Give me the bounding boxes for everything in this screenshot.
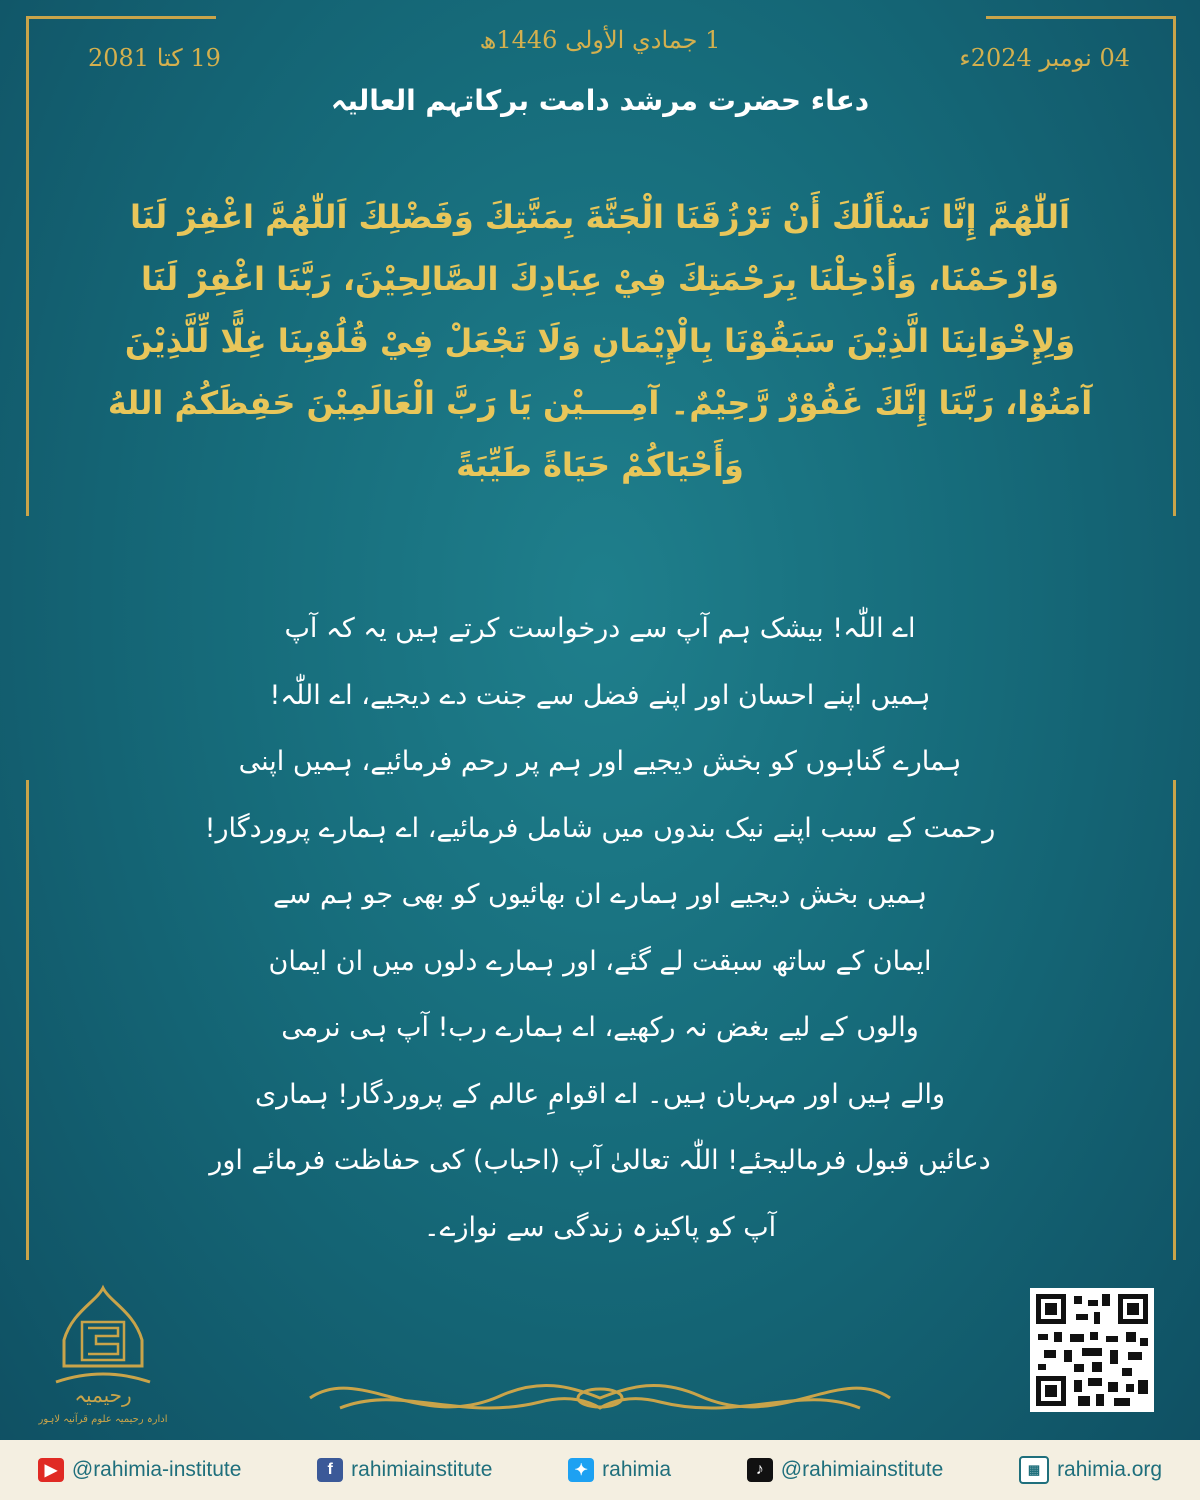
twitter-handle: rahimia bbox=[602, 1458, 672, 1481]
urdu-line: اے اللّٰہ! بیشک ہم آپ سے درخواست کرتے ہیں یہ کہ آپ bbox=[284, 613, 916, 644]
qr-code[interactable] bbox=[1030, 1288, 1154, 1412]
facebook-icon: f bbox=[317, 1458, 343, 1482]
urdu-line: ہمیں بخش دیجیے اور ہمارے ان بھائیوں کو بھی جو ہم سے bbox=[272, 879, 928, 910]
svg-text:رحیمیہ: رحیمیہ bbox=[74, 1383, 132, 1407]
tiktok-link[interactable] bbox=[747, 1458, 944, 1482]
urdu-translation bbox=[150, 596, 1050, 1261]
twitter-link[interactable] bbox=[568, 1458, 671, 1482]
frame-top-left bbox=[26, 16, 216, 19]
tiktok-handle: @rahimiainstitute bbox=[780, 1458, 944, 1481]
website-link[interactable] bbox=[1019, 1456, 1162, 1484]
urdu-line: ایمان کے ساتھ سبقت لے گئے، اور ہمارے دلوں میں ان ایمان bbox=[268, 945, 932, 977]
urdu-line: ہمیں اپنے احسان اور اپنے فضل سے جنت دے دیجیے، اے اللّٰہ! bbox=[269, 679, 931, 711]
hijri-date: 1 جمادي الأولى 1446ھ bbox=[479, 26, 721, 54]
urdu-line: والوں کے لیے بغض نہ رکھیے، اے ہمارے رب! آپ ہی نرمی bbox=[281, 1012, 919, 1043]
website-url: rahimia.org bbox=[1057, 1458, 1163, 1481]
social-footer bbox=[0, 1440, 1200, 1500]
frame-top-right bbox=[986, 16, 1176, 19]
facebook-link[interactable] bbox=[317, 1458, 492, 1482]
facebook-handle: rahimiainstitute bbox=[351, 1458, 493, 1481]
urdu-line: والے ہیں اور مہربان ہیں۔ اے اقوامِ عالم کے پروردگار! ہماری bbox=[255, 1078, 945, 1110]
urdu-line: آپ کو پاکیزہ زندگی سے نوازے۔ bbox=[423, 1211, 777, 1243]
tiktok-icon: ♪ bbox=[747, 1458, 773, 1482]
qr-mini-icon: ▦ bbox=[1019, 1456, 1049, 1484]
youtube-handle: @rahimia-institute bbox=[71, 1458, 242, 1481]
dome-emblem-icon bbox=[38, 1282, 168, 1412]
frame-right-bottom bbox=[1173, 780, 1176, 1260]
bikrami-date: 19 کتا 2081 bbox=[88, 44, 221, 72]
arabic-dua: اَللّٰهُمَّ إِنَّا نَسْأَلُكَ أَنْ تَرْزُقَنَا الْجَنَّةَ بِمَنَّتِكَ وَفَضْلِكَ اَللّٰهُمَّ اغْفِرْ لَنَا وَارْحَمْنَا، وَأَدْخِلْنَا بِرَحْمَتِكَ فِيْ عِبَادِكَ الصَّالِحِيْنَ، رَبَّنَا اغْفِرْ لَنَا وَلِإِخْوَانِنَا الَّذِيْنَ سَبَقُوْنَا بِالْإِيْمَانِ وَلَا تَجْعَلْ فِيْ قُلُوْبِنَا غِلًّا لِّلَّذِيْنَ آمَنُوْا، رَبَّنَا إِنَّكَ غَفُوْرٌ رَّحِيْمٌ۔ آمِــــيْن يَا رَبَّ الْعَالَمِيْنَ حَفِظَكُمُ اللهُ وَأَحْيَاكُمْ حَيَاةً طَيِّبَةً bbox=[107, 198, 1093, 484]
urdu-line: دعائیں قبول فرمالیجئے! اللّٰہ تعالیٰ آپ (احباب) کی حفاظت فرمائے اور bbox=[209, 1145, 991, 1176]
gregorian-date: 04 نومبر 2024ء bbox=[959, 44, 1130, 72]
youtube-link[interactable] bbox=[38, 1458, 242, 1482]
page-title: دعاء حضرت مرشد دامت برکاتہم العالیہ bbox=[330, 84, 870, 117]
youtube-icon: ▶ bbox=[38, 1458, 64, 1482]
ornament-divider-icon bbox=[300, 1368, 900, 1426]
twitter-icon: ✦ bbox=[568, 1458, 594, 1482]
rahimia-logo bbox=[38, 1282, 168, 1412]
frame-left-bottom bbox=[26, 780, 29, 1260]
logo-tagline: ادارہ رحیمیہ علوم قرآنیہ لاہور bbox=[38, 1414, 168, 1425]
urdu-line: ہمارے گناہوں کو بخش دیجیے اور ہم پر رحم فرمائیے، ہمیں اپنی bbox=[238, 746, 962, 777]
urdu-line: رحمت کے سبب اپنے نیک بندوں میں شامل فرمائیے، اے ہمارے پروردگار! bbox=[204, 812, 996, 844]
